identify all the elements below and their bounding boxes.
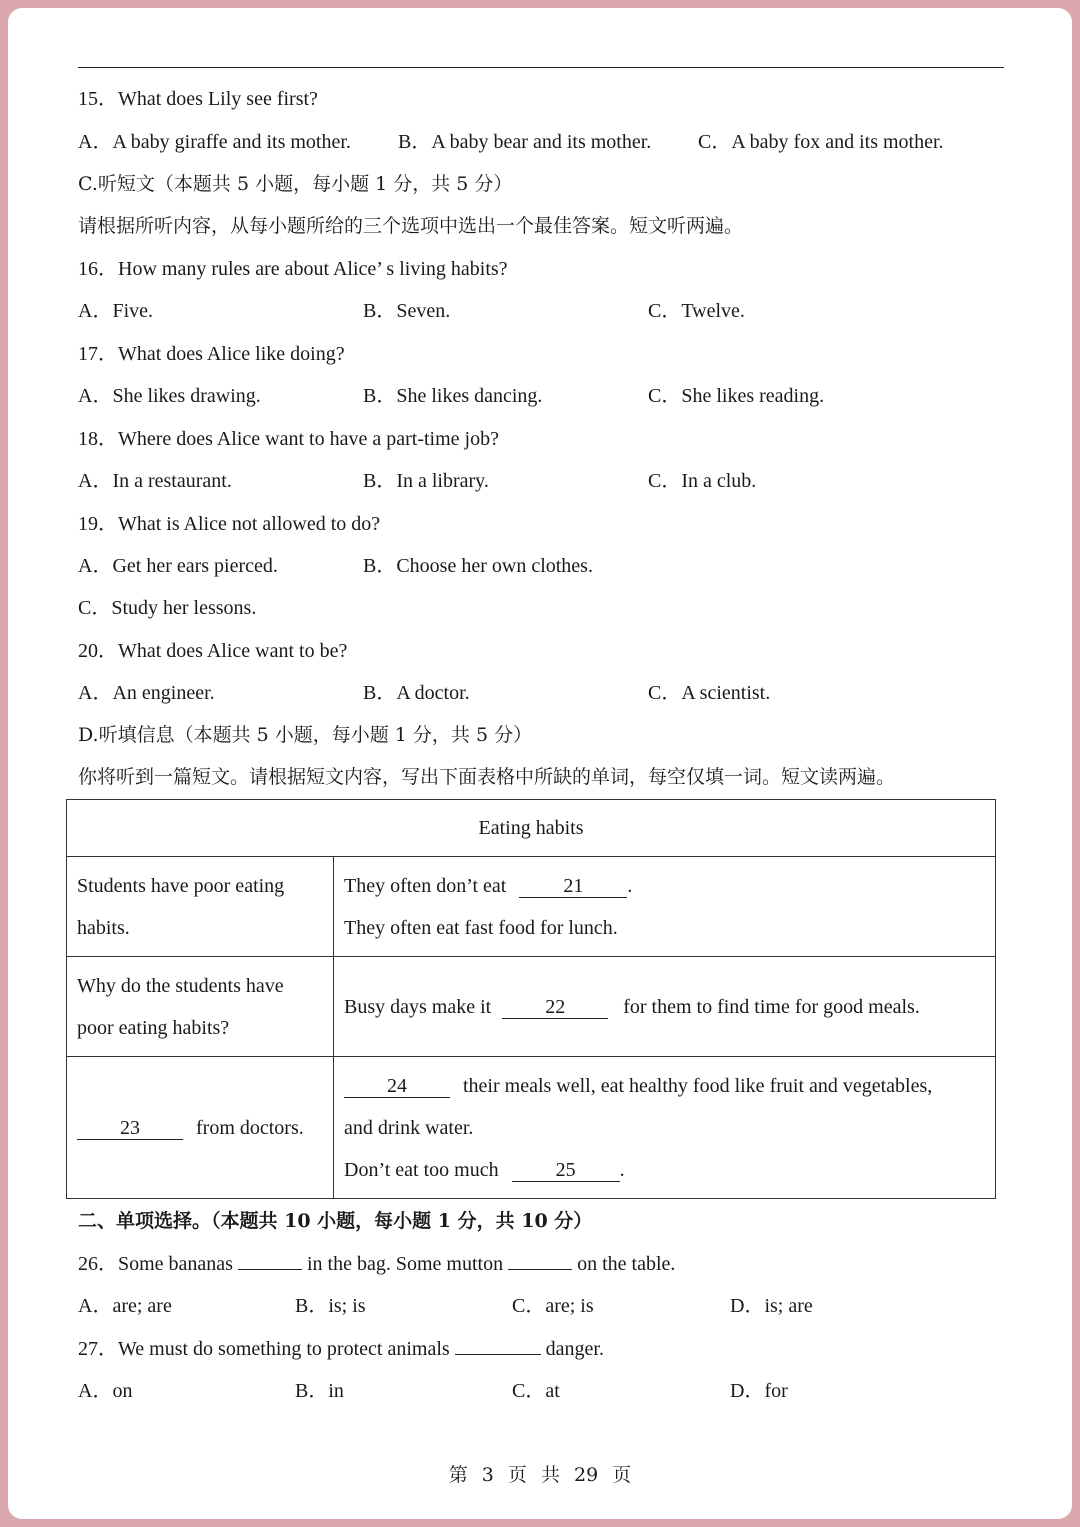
q20-option-b: B．A doctor.	[363, 682, 470, 704]
q26-blank-1[interactable]	[238, 1269, 302, 1270]
table-header: Eating habits	[67, 800, 996, 857]
q19-option-a: A．Get her ears pierced.	[78, 555, 278, 577]
q26-option-a: A．are; are	[78, 1295, 172, 1317]
q15-option-a: A．A baby giraffe and its mother.	[78, 131, 351, 153]
q26-option-c: C．are; is	[512, 1295, 594, 1317]
eating-habits-table	[66, 799, 996, 1199]
blank-24[interactable]: 24	[344, 1075, 450, 1098]
row1-right-pre: They often don’t eat	[344, 874, 507, 897]
q17-option-b: B．She likes dancing.	[363, 385, 543, 407]
q18-stem: 18．Where does Alice want to have a part-time job?	[78, 428, 499, 450]
q16-option-a: A．Five.	[78, 300, 153, 322]
q15-option-b: B．A baby bear and its mother.	[398, 131, 652, 153]
q26-post: on the table.	[577, 1253, 676, 1275]
exam-page	[8, 8, 1072, 1519]
q18-option-b: B．In a library.	[363, 470, 489, 492]
row1-left-line1: Students have poor eating	[77, 874, 285, 897]
q19-option-c: C．Study her lessons.	[78, 597, 257, 619]
q26-stem	[78, 1252, 675, 1276]
q18-option-a: A．In a restaurant.	[78, 470, 232, 492]
row2-right-pre: Busy days make it	[344, 995, 492, 1018]
footer-word-ye-2: 页	[612, 1464, 632, 1486]
row1-right-cell	[334, 857, 996, 957]
q20-option-a: A．An engineer.	[78, 682, 215, 704]
q27-option-c: C．at	[512, 1380, 560, 1402]
footer-word-gong: 共	[540, 1464, 560, 1486]
q19-option-b: B．Choose her own clothes.	[363, 555, 593, 577]
row2-left-line2: poor eating habits?	[77, 1016, 230, 1039]
q18-option-c: C．In a club.	[648, 470, 757, 492]
row3-right-line2: and drink water.	[344, 1116, 474, 1139]
row1-right-line2: They often eat fast food for lunch.	[344, 916, 618, 939]
section-d-instruction: 你将听到一篇短文。请根据短文内容，写出下面表格中所缺的单词，每空仅填一词。短文读两遍。	[78, 766, 896, 788]
row3-right-post: .	[619, 1158, 625, 1181]
row3-left-cell	[67, 1057, 334, 1199]
q27-option-a: A．on	[78, 1380, 133, 1402]
q26-pre: 26．Some bananas	[78, 1253, 233, 1275]
footer-word-ye: 页	[507, 1464, 527, 1486]
q27-pre: 27．We must do something to protect animals	[78, 1338, 450, 1360]
q16-option-b: B．Seven.	[363, 300, 451, 322]
blank-25[interactable]: 25	[512, 1159, 620, 1182]
q27-post: danger.	[545, 1338, 604, 1360]
q19-stem: 19．What is Alice not allowed to do?	[78, 513, 381, 535]
row1-left-line2: habits.	[77, 916, 130, 939]
q27-stem	[78, 1337, 604, 1361]
footer-page-number: 3	[481, 1464, 494, 1486]
q17-stem: 17．What does Alice like doing?	[78, 343, 345, 365]
q27-option-d: D．for	[730, 1380, 788, 1402]
q26-option-d: D．is; are	[730, 1295, 813, 1317]
blank-23[interactable]: 23	[77, 1117, 183, 1140]
q26-option-b: B．is; is	[295, 1295, 366, 1317]
q26-blank-2[interactable]	[508, 1269, 572, 1270]
blank-22[interactable]: 22	[502, 996, 608, 1019]
q20-option-c: C．A scientist.	[648, 682, 771, 704]
q15-option-c: C．A baby fox and its mother.	[698, 131, 944, 153]
page-footer	[8, 1460, 1072, 1487]
blank-21[interactable]: 21	[519, 875, 627, 898]
q16-option-c: C．Twelve.	[648, 300, 745, 322]
row2-right-cell	[334, 957, 996, 1057]
section-d-title: D.听填信息（本题共 5 小题，每小题 1 分，共 5 分）	[78, 724, 533, 746]
row3-left-post: from doctors.	[196, 1116, 304, 1139]
row3-right-cell	[334, 1057, 996, 1199]
footer-word-di: 第	[448, 1464, 468, 1486]
row3-right-pre: Don’t eat too much	[344, 1158, 499, 1181]
footer-total-pages: 29	[574, 1464, 599, 1486]
q27-blank[interactable]	[455, 1354, 541, 1355]
q15-stem: 15．What does Lily see first?	[78, 88, 318, 110]
row2-left-line1: Why do the students have	[77, 974, 284, 997]
q20-stem: 20．What does Alice want to be?	[78, 640, 348, 662]
q17-option-c: C．She likes reading.	[648, 385, 825, 407]
section-c-title: C.听短文（本题共 5 小题，每小题 1 分，共 5 分）	[78, 173, 513, 195]
row2-right-post: for them to find time for good meals.	[623, 995, 920, 1018]
q26-mid: in the bag. Some mutton	[306, 1253, 504, 1275]
section-c-instruction: 请根据所听内容，从每小题所给的三个选项中选出一个最佳答案。短文听两遍。	[78, 215, 744, 237]
q16-stem: 16．How many rules are about Alice’ s living habits?	[78, 258, 508, 280]
row1-left-cell	[67, 857, 334, 957]
top-rule	[78, 67, 1004, 68]
q27-option-b: B．in	[295, 1380, 344, 1402]
q17-option-a: A．She likes drawing.	[78, 385, 261, 407]
row2-left-cell	[67, 957, 334, 1057]
part2-title: 二、单项选择。（本题共 10 小题，每小题 1 分，共 10 分）	[78, 1210, 593, 1232]
row1-right-post: .	[627, 874, 633, 897]
row3-right-line1: their meals well, eat healthy food like fruit and vegetables,	[463, 1074, 933, 1097]
